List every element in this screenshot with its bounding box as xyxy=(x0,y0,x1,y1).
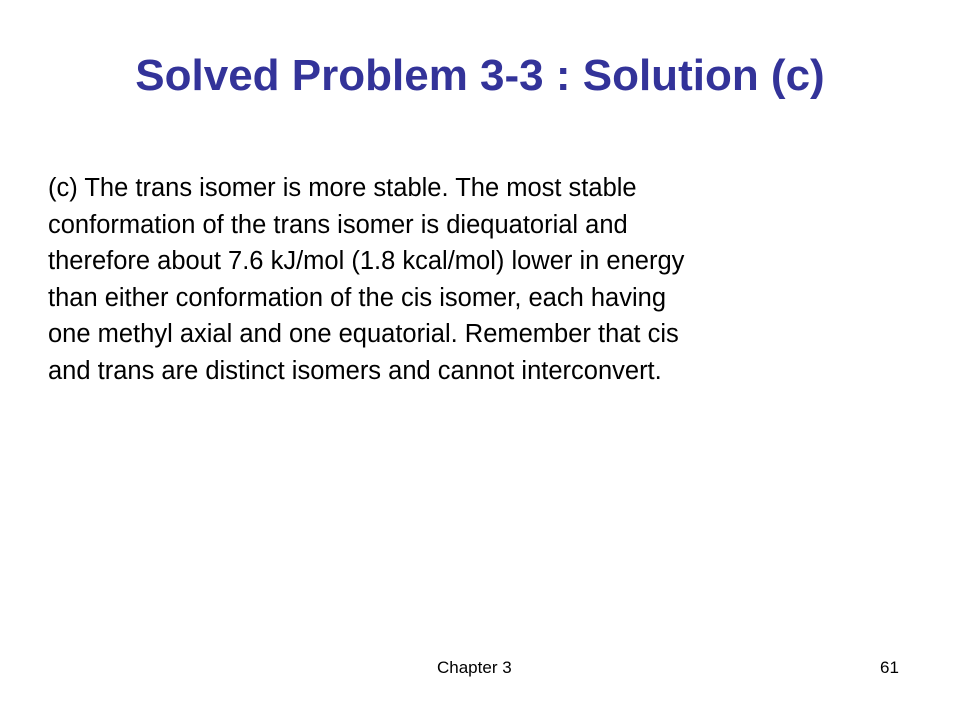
solution-line-1: (c) The trans isomer is more stable. The most stable xyxy=(48,174,637,202)
solution-line-6: and trans are distinct isomers and cannot interconvert. xyxy=(48,356,662,385)
footer-chapter-label: Chapter 3 xyxy=(437,658,512,677)
solution-line-2: conformation of the trans isomer is diequatorial and xyxy=(48,210,628,239)
solution-line-3: therefore about 7.6 kJ/mol (1.8 kcal/mol) lower in energy xyxy=(48,247,685,275)
footer-page-number: 61 xyxy=(880,658,899,677)
solution-line-4: than either conformation of the cis isomer, each having xyxy=(48,283,667,312)
slide-title: Solved Problem 3-3 : Solution (c) xyxy=(135,51,825,100)
solution-paragraph xyxy=(48,170,948,389)
solution-line-5: one methyl axial and one equatorial. Remember that cis xyxy=(48,320,679,348)
